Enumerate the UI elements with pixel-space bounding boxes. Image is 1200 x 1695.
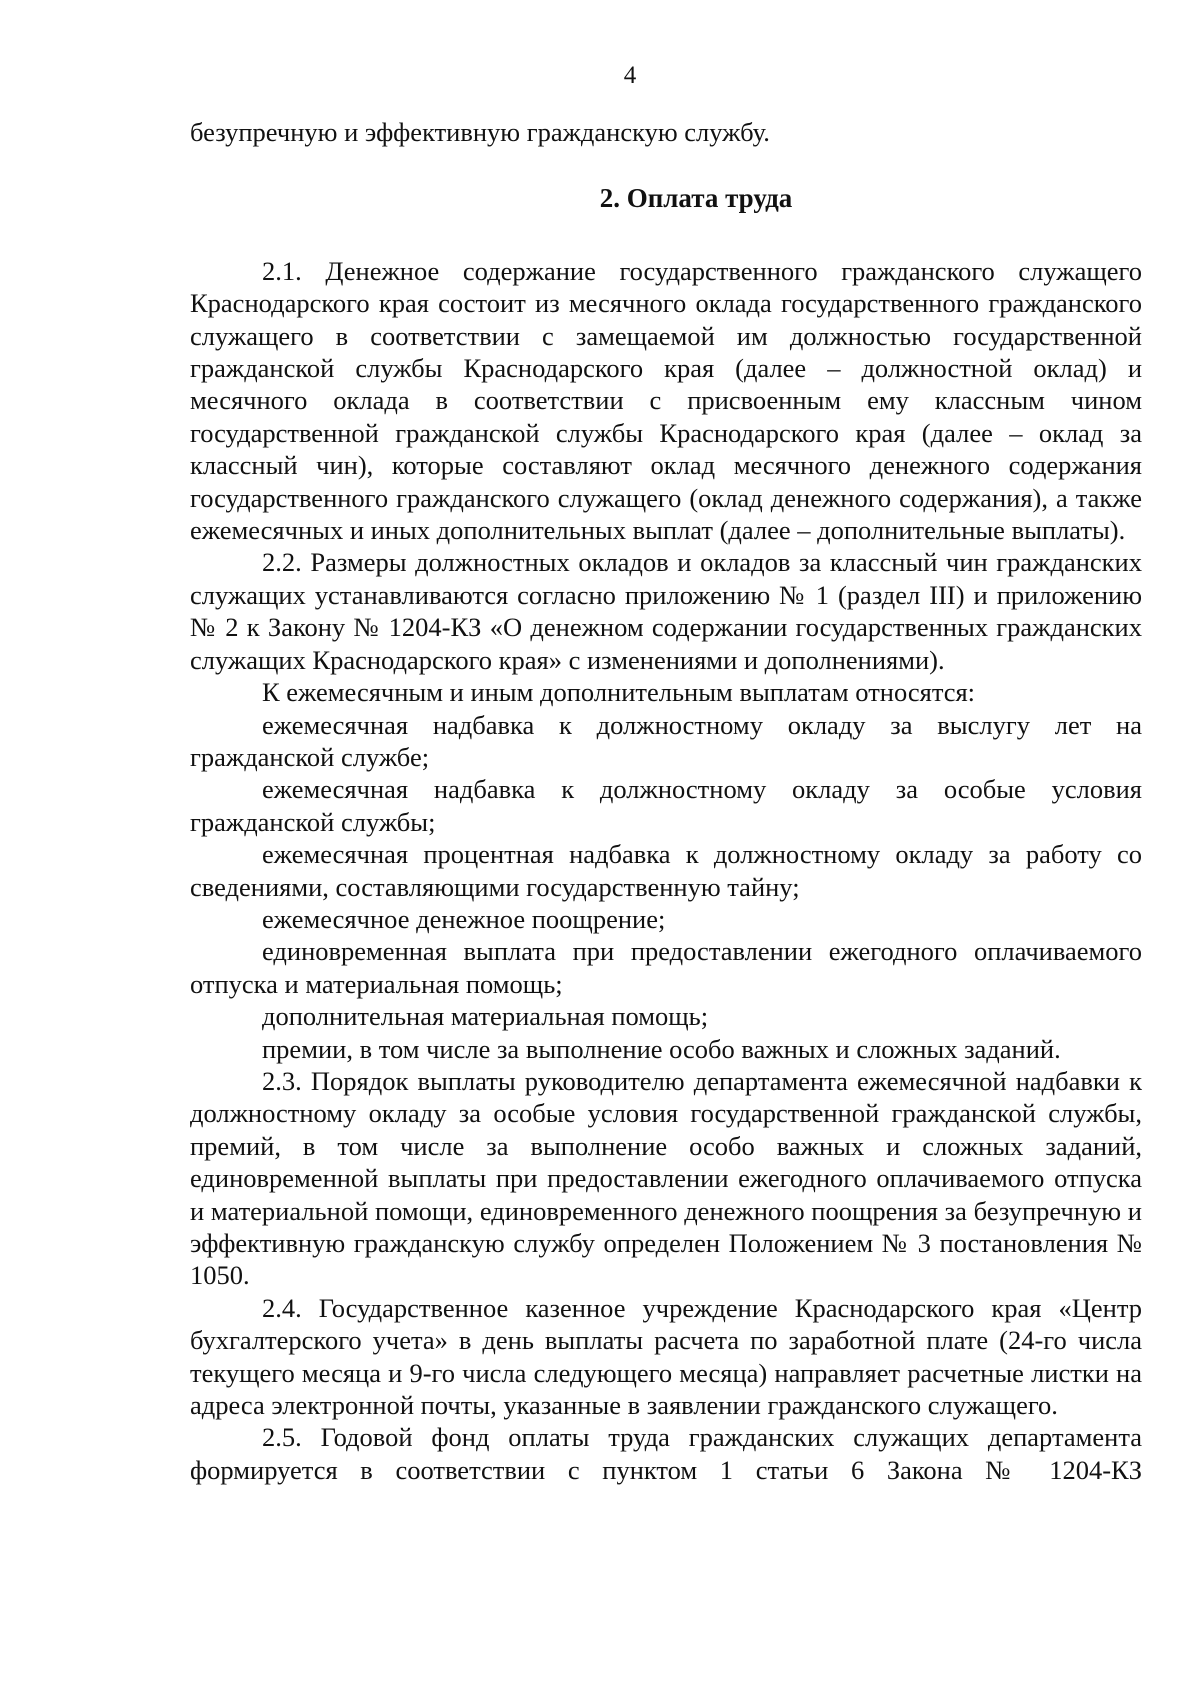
paragraph-2-5: 2.5. Годовой фонд оплаты труда гражданских служащих департамента формируется в соответствии с пунктом 1 статьи 6 Закона № 1204-КЗ (190, 1422, 1142, 1485)
list-item-seniority-bonus: ежемесячная надбавка к должностному окладу за выслугу лет на гражданской службе; (190, 709, 1142, 772)
continuation-line: безупречную и эффективную гражданскую службу. (190, 117, 770, 147)
list-item-state-secret-bonus: ежемесячная процентная надбавка к должностному окладу за работу со сведениями, составляющими государственную тайну; (190, 839, 1142, 902)
page-number: 4 (623, 62, 637, 89)
paragraph-2-3: 2.3. Порядок выплаты руководителю департамента ежемесячной надбавки к должностному окладу за особые условия государственной гражданской службы, премий, в том числе за выполнение особо важных и сложных заданий, единовременной выплаты при предоставлении ежегодного оплачиваемого отпуска и материальной помощи, единовременного денежного поощрения за безупречную и эффективную гражданскую службу определен Положением № 3 постановления № 1050. (190, 1065, 1142, 1291)
paragraph-2-4: 2.4. Государственное казенное учреждение Краснодарского края «Центр бухгалтерского учета» в день выплаты расчета по заработной плате (24-го числа текущего месяца и 9-го числа следующего месяца) направляет расчетные листки на адреса электронной почты, указанные в заявлении гражданского служащего. (190, 1292, 1142, 1421)
paragraph-additional-payments-intro: К ежемесячным и иным дополнительным выплатам относятся: (262, 677, 976, 708)
document-body (190, 116, 1142, 1486)
paragraph-2-2: 2.2. Размеры должностных окладов и окладов за классный чин гражданских служащих устанавливаются согласно приложению № 1 (раздел III) и приложению № 2 к Закону № 1204-КЗ «О денежном содержании государственных гражданских служащих Краснодарского края» с изменениями и дополнениями). (190, 547, 1142, 675)
list-item-additional-material-aid: дополнительная материальная помощь; (262, 1001, 709, 1032)
list-item-monetary-incentive: ежемесячное денежное поощрение; (262, 903, 666, 934)
paragraph-2-1: 2.1. Денежное содержание государственного гражданского служащего Краснодарского края состоит из месячного оклада государственного гражданского служащего в соответствии с замещаемой им должностью государственной гражданской службы Краснодарского края (далее – должностной оклад) и месячного оклада в соответствии с присвоенным ему классным чином государственной гражданской службы Краснодарского края (далее – оклад за классный чин), которые составляют оклад месячного денежного содержания государственного гражданского служащего (оклад денежного содержания), а также ежемесячных и иных дополнительных выплат (далее – дополнительные выплаты). (190, 255, 1142, 546)
list-item-vacation-payment: единовременная выплата при предоставлении ежегодного оплачиваемого отпуска и материальная помощь; (190, 936, 1142, 999)
list-item-special-conditions-bonus: ежемесячная надбавка к должностному окладу за особые условия гражданской службы; (190, 774, 1142, 837)
section-title: 2. Оплата труда (599, 183, 793, 214)
list-item-bonuses: премии, в том числе за выполнение особо важных и сложных заданий. (262, 1033, 1061, 1064)
